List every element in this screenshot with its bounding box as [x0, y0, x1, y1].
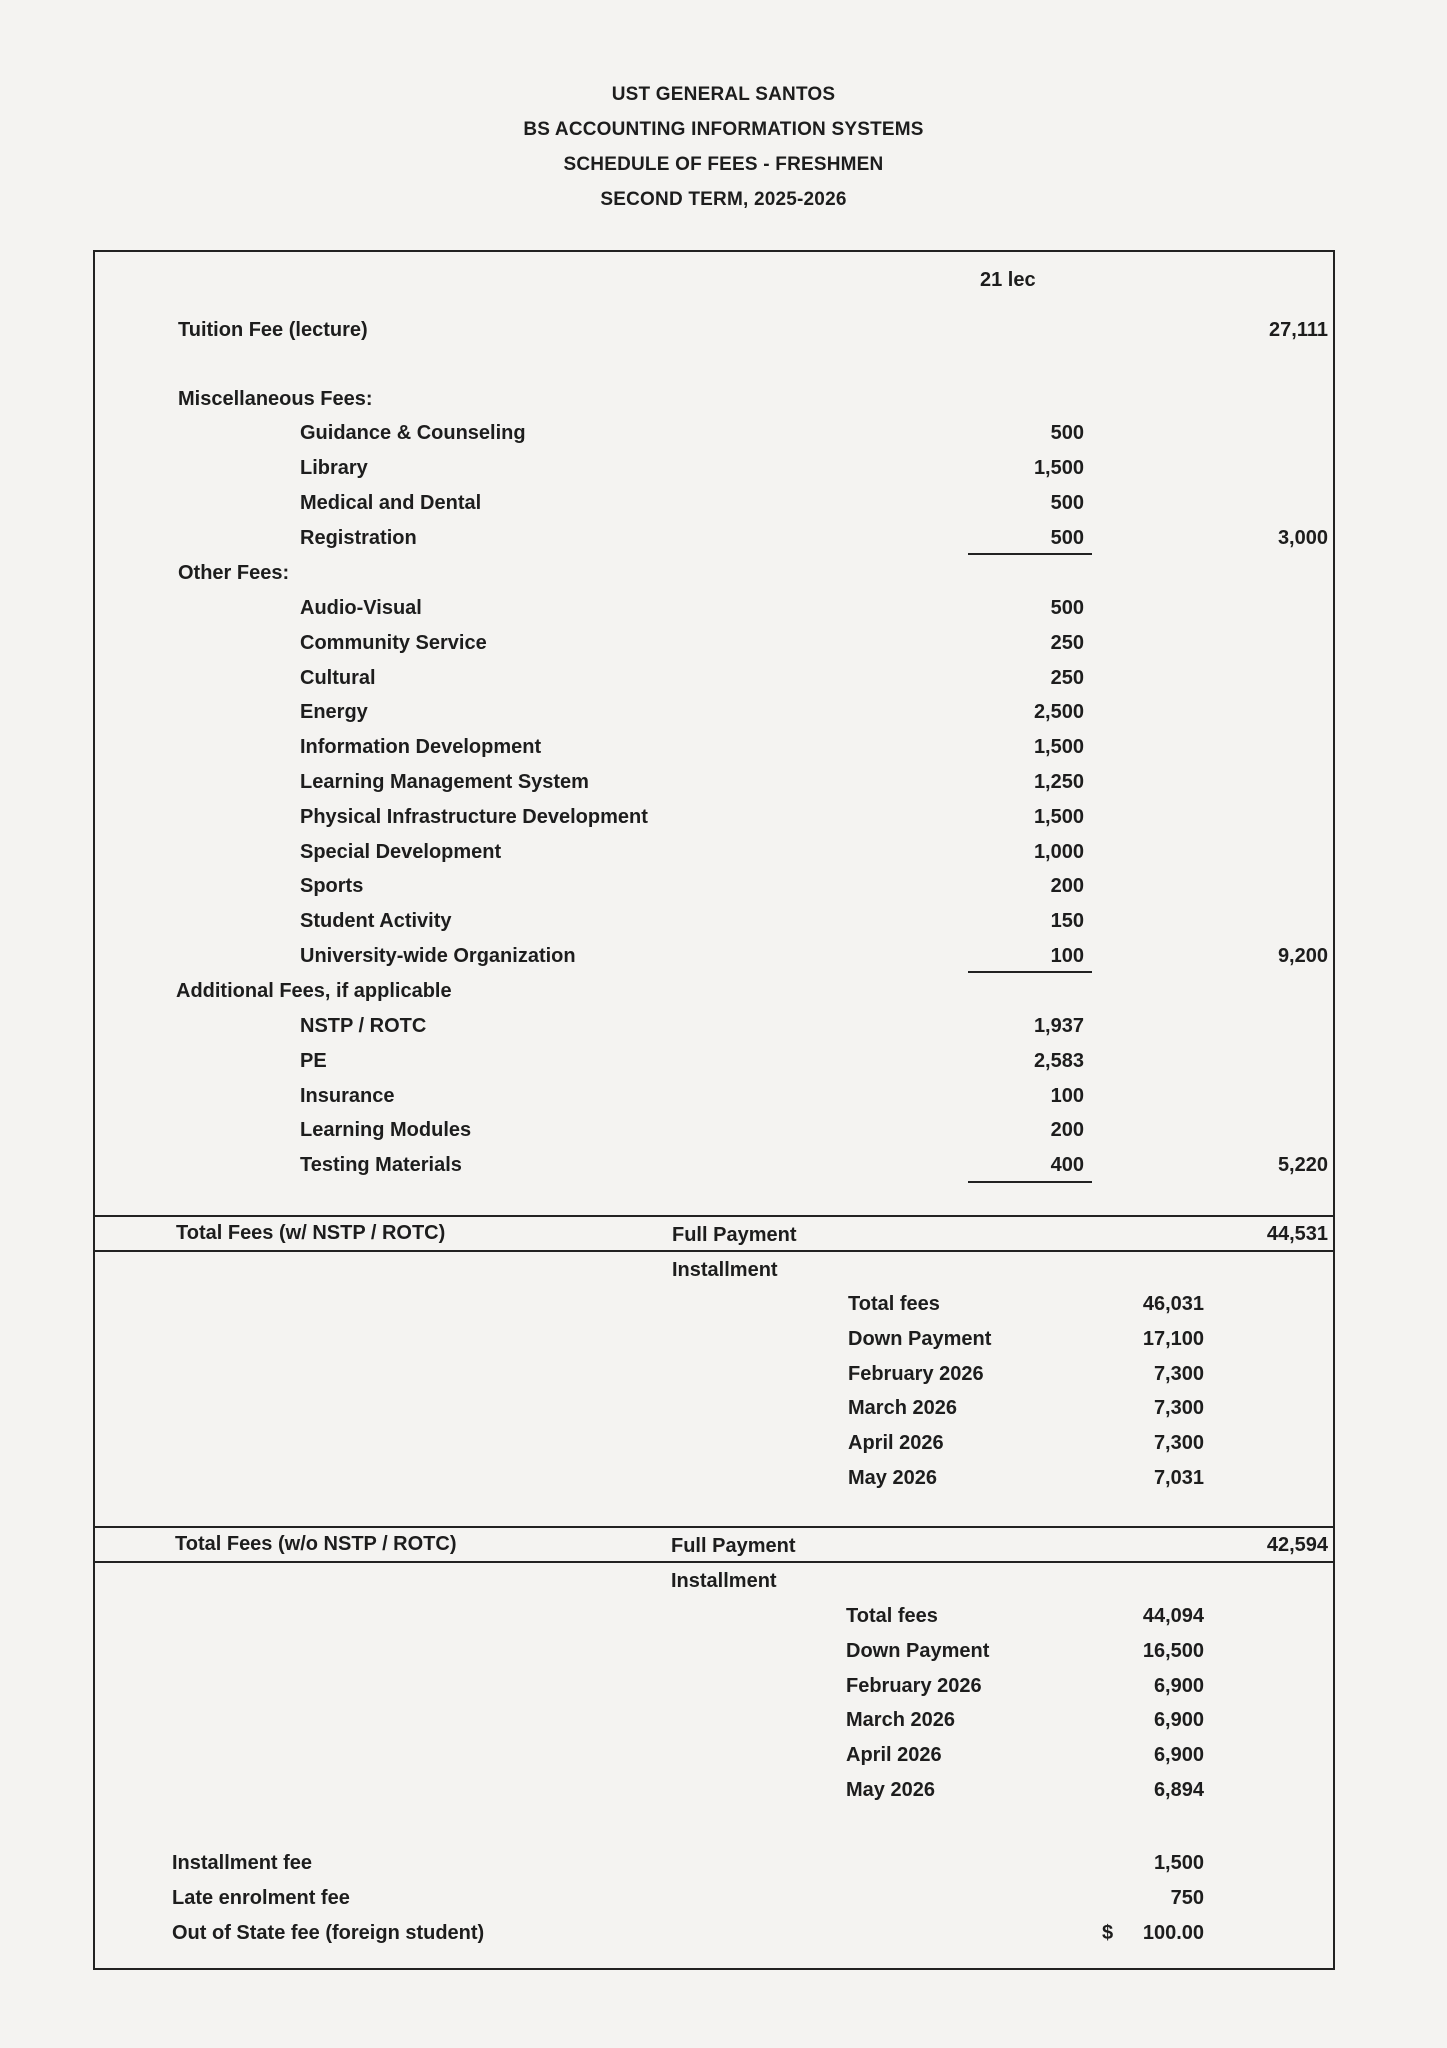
- fee-item-label: Learning Modules: [300, 1119, 472, 1142]
- fee-item-amount: 400: [1050, 1154, 1084, 1177]
- fee-item-amount: 1,250: [1033, 771, 1084, 793]
- extra-fee-label: Out of State fee (foreign student): [172, 1922, 485, 1944]
- installment-item-amount: 6,894: [1153, 1779, 1204, 1801]
- installment-item-label: February 2026: [848, 1362, 984, 1385]
- fee-item-amount: 500: [1050, 527, 1084, 549]
- schedule-title: SCHEDULE OF FEES - FRESHMEN: [563, 154, 884, 175]
- installment-item-amount: 7,300: [1153, 1362, 1204, 1385]
- installment-item-amount: 46,031: [1142, 1293, 1204, 1315]
- subtotal-underline: [968, 1181, 1092, 1183]
- fee-item-label: Physical Infrastructure Development: [300, 805, 648, 828]
- fee-item-label: Sports: [300, 875, 364, 898]
- total-with-nstp-label: Total Fees (w/ NSTP / ROTC): [176, 1222, 446, 1244]
- units-label: 21 lec: [980, 269, 1036, 291]
- total-without-nstp-label: Total Fees (w/o NSTP / ROTC): [175, 1533, 457, 1555]
- fee-item-label: Learning Management System: [300, 771, 589, 793]
- installment-item-amount: 7,300: [1153, 1432, 1204, 1455]
- full-payment-with-nstp: 44,531: [1266, 1223, 1328, 1245]
- fee-item-label: Special Development: [300, 840, 502, 863]
- fee-item-amount: 100: [1050, 1084, 1084, 1107]
- program-name: BS ACCOUNTING INFORMATION SYSTEMS: [523, 119, 924, 140]
- divider-line: [93, 1250, 1335, 1252]
- fee-item-amount: 500: [1050, 597, 1084, 619]
- fee-item-label: PE: [300, 1049, 327, 1072]
- fee-item-amount: 150: [1050, 910, 1084, 933]
- other-fees-heading: Other Fees:: [178, 562, 290, 584]
- extra-fee-label: Late enrolment fee: [172, 1887, 350, 1909]
- fee-item-amount: 1,500: [1033, 736, 1084, 759]
- fee-item-label: Testing Materials: [300, 1154, 462, 1177]
- currency-symbol: $: [1102, 1922, 1114, 1944]
- misc-fees-heading: Miscellaneous Fees:: [178, 388, 373, 410]
- school-name: UST GENERAL SANTOS: [611, 84, 836, 105]
- fee-item-label: Information Development: [300, 736, 542, 759]
- fee-item-label: Guidance & Counseling: [300, 422, 526, 444]
- installment-item-label: May 2026: [846, 1779, 935, 1801]
- installment-item-label: Total fees: [846, 1605, 938, 1627]
- subtotal-underline: [968, 553, 1092, 555]
- extra-fee-amount: 750: [1170, 1887, 1204, 1909]
- fee-item-label: Insurance: [300, 1084, 395, 1107]
- installment-label: Installment: [672, 1259, 778, 1281]
- full-payment-label: Full Payment: [672, 1224, 797, 1246]
- tuition-label: Tuition Fee (lecture): [178, 319, 368, 341]
- tuition-total: 27,111: [1269, 319, 1328, 341]
- fee-item-amount: 2,500: [1033, 701, 1084, 724]
- fee-item-amount: 1,937: [1033, 1015, 1084, 1037]
- subtotal-underline: [968, 971, 1092, 973]
- installment-item-amount: 44,094: [1142, 1605, 1204, 1627]
- installment-item-amount: 16,500: [1142, 1639, 1204, 1662]
- divider-line: [93, 1561, 1335, 1563]
- installment-item-label: Down Payment: [848, 1327, 992, 1350]
- additional-fees-heading: Additional Fees, if applicable: [176, 980, 452, 1002]
- fee-item-label: Energy: [300, 701, 368, 724]
- full-payment-without-nstp: 42,594: [1266, 1534, 1328, 1556]
- fee-item-amount: 200: [1050, 875, 1084, 898]
- extra-fee-label: Installment fee: [172, 1852, 313, 1874]
- fee-item-amount: 2,583: [1033, 1049, 1084, 1072]
- installment-label: Installment: [671, 1570, 777, 1592]
- installment-item-amount: 7,031: [1153, 1467, 1204, 1489]
- installment-item-label: May 2026: [848, 1467, 937, 1489]
- installment-item-amount: 6,900: [1153, 1709, 1204, 1732]
- installment-item-label: March 2026: [846, 1709, 955, 1732]
- fee-item-amount: 250: [1050, 666, 1084, 689]
- installment-item-amount: 6,900: [1153, 1674, 1204, 1697]
- misc-total: 3,000: [1277, 527, 1328, 549]
- fee-item-amount: 1,500: [1033, 805, 1084, 828]
- extra-fee-amount: 100.00: [1142, 1922, 1204, 1944]
- fee-item-label: Community Service: [300, 631, 487, 654]
- fee-item-label: NSTP / ROTC: [300, 1015, 427, 1037]
- installment-item-label: April 2026: [846, 1744, 942, 1767]
- fee-item-amount: 100: [1050, 945, 1084, 967]
- other-total: 9,200: [1277, 945, 1328, 967]
- fee-item-amount: 1,000: [1033, 840, 1084, 863]
- fee-item-amount: 500: [1050, 492, 1084, 514]
- extra-fee-amount: 1,500: [1153, 1852, 1204, 1874]
- fee-item-label: Student Activity: [300, 910, 452, 933]
- installment-item-amount: 17,100: [1142, 1327, 1204, 1350]
- installment-item-label: February 2026: [846, 1674, 982, 1697]
- fee-item-label: Library: [300, 457, 368, 479]
- divider-line: [93, 1215, 1335, 1217]
- full-payment-label: Full Payment: [671, 1535, 796, 1557]
- fee-item-amount: 250: [1050, 631, 1084, 654]
- fee-item-label: University-wide Organization: [300, 945, 576, 967]
- installment-item-label: Down Payment: [846, 1639, 990, 1662]
- installment-item-amount: 6,900: [1153, 1744, 1204, 1767]
- additional-total: 5,220: [1277, 1154, 1328, 1176]
- installment-item-label: Total fees: [848, 1293, 940, 1315]
- fee-item-label: Cultural: [300, 666, 376, 689]
- divider-line: [93, 1526, 1335, 1528]
- term-label: SECOND TERM, 2025-2026: [600, 189, 847, 210]
- fee-item-label: Medical and Dental: [300, 492, 482, 514]
- fee-item-amount: 200: [1050, 1119, 1084, 1142]
- installment-item-amount: 7,300: [1153, 1397, 1204, 1420]
- fee-item-label: Audio-Visual: [300, 597, 422, 619]
- fee-item-label: Registration: [300, 527, 417, 549]
- installment-item-label: April 2026: [848, 1432, 944, 1455]
- fee-item-amount: 500: [1050, 422, 1084, 444]
- fee-item-amount: 1,500: [1033, 457, 1084, 479]
- installment-item-label: March 2026: [848, 1397, 957, 1420]
